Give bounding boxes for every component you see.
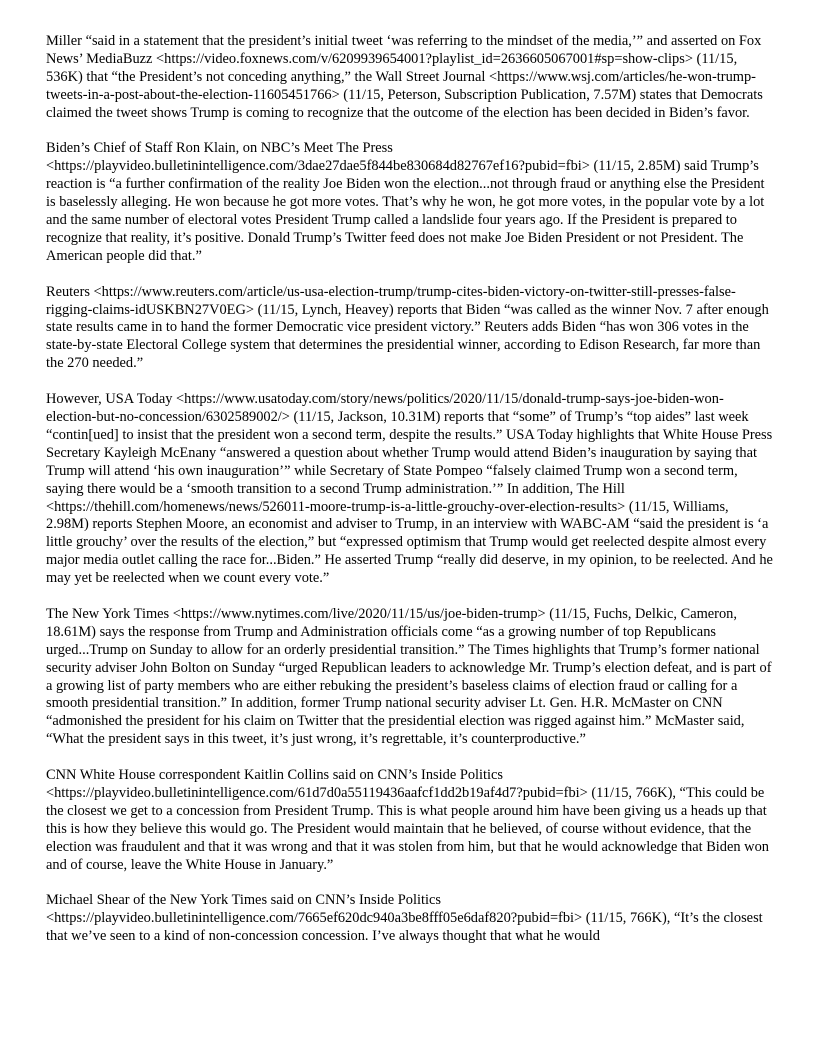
paragraph-new-york-times: The New York Times <https://www.nytimes.com/live/2020/11/15/us/joe-biden-trump> (11/15, Fuchs, Delkic, Cameron, 18.61M) says the response from Trump and Administration officials come “as a growing number of top Republicans urged...Trump on Sunday to allow for an orderly presidential transition.” The Times highlights that Trump’s former national security adviser John Bolton on Sunday “urged Republican leaders to acknowledge Mr. Trump’s election defeat, and is part of a growing list of party members who are either rebuking the president’s baseless claims of election fraud or calling for a smooth presidential transition.” In addition, former Trump national security adviser Lt. Gen. H.R. McMaster on CNN “admonished the president for his claim on Twitter that the presidential election was rigged against him.” McMaster said, “What the president says in this tweet, it’s just wrong, it’s regrettable, it’s counterproductive.”: [46, 605, 772, 748]
paragraph-shear-inside-politics: Michael Shear of the New York Times said on CNN’s Inside Politics <https://playvideo.bulletinintelligence.com/7665ef620dc940a3be8fff05e6daf820?pubid=fbi> (11/15, 766K), “It’s the closest that we’ve seen to a kind of non-concession concession. I’ve always thought that what he would: [46, 892, 763, 945]
paragraph-klain-meet-the-press: Biden’s Chief of Staff Ron Klain, on NBC’s Meet The Press <https://playvideo.bulletinintelligence.com/3dae27dae5f844be830684d82767ef16?pubid=fbi> (11/15, 2.85M) said Trump’s reaction is “a further confirmation of the reality Joe Biden won the election...not through fraud or anything else the President is baselessly alleging. He won because he got more votes. That’s why he won, he got more votes, in the popular vote by a lot and the same number of electoral votes President Trump called a landslide four years ago. If the President is prepared to recognize that reality, it’s positive. Donald Trump’s Twitter feed does not make Joe Biden President or not President. The American people did that.”: [46, 140, 765, 264]
paragraph-reuters: Reuters <https://www.reuters.com/article/us-usa-election-trump/trump-cites-biden-victory-on-twitter-still-presses-false-rigging-claims-idUSKBN27V0EG> (11/15, Lynch, Heavey) reports that Biden “was called as the winner Nov. 7 after enough state results came in to hand the former Democratic vice president victory.” Reuters adds Biden “has won 306 votes in the state-by-state Electoral College system that determines the presidential winner, according to Edison Research, far more than the 270 needed.”: [46, 283, 769, 372]
paragraph-miller-statement: Miller “said in a statement that the president’s initial tweet ‘was referring to the mindset of the media,’” and asserted on Fox News’ MediaBuzz <https://video.foxnews.com/v/6209939654001?playlist_id=2636605067001#sp=show-clips> (11/15, 536K) that “the President’s not conceding anything,” the Wall Street Journal <https://www.wsj.com/articles/he-won-trump-tweets-in-a-post-about-the-election-11605451766> (11/15, Peterson, Subscription Publication, 7.57M) states that Democrats claimed the tweet shows Trump is coming to recognize that the outcome of the election has been decided in Biden’s favor.: [46, 33, 763, 121]
paragraph-cnn-collins: CNN White House correspondent Kaitlin Collins said on CNN’s Inside Politics <https://playvideo.bulletinintelligence.com/61d7d0a55119436aafcf1dd2b19af4d7?pubid=fbi> (11/15, 766K), “This could be the closest we get to a concession from President Trump. This is what people around him have been giving us a heads up that this is how they believe this would go. The President would maintain that he believed, of course without evidence, that the election was fraudulent and that it was wrong and that it was stolen from him, but that he would acknowledge that Biden won and of course, leave the White House in January.”: [46, 767, 769, 873]
paragraph-usa-today: However, USA Today <https://www.usatoday.com/story/news/politics/2020/11/15/donald-trump-says-joe-biden-won-election-but-no-concession/6302589002/> (11/15, Jackson, 10.31M) reports that “some” of Trump’s “top aides” last week “contin[ued] to insist that the president won a second term, despite the results.” USA Today highlights that White House Press Secretary Kayleigh McEnany “answered a question about whether Trump would attend Biden’s inauguration by saying that Trump will attend ‘his own inauguration’” while Secretary of State Pompeo “falsely claimed Trump won a second term, saying there would be a ‘smooth transition to a second Trump administration.’” In addition, The Hill <https://thehill.com/homenews/news/526011-moore-trump-is-a-little-grouchy-over-election-results> (11/15, Williams, 2.98M) reports Stephen Moore, an economist and adviser to Trump, in an interview with WABC-AM “said the president is ‘a little grouchy’ over the results of the election,” but “expressed optimism that Trump would get reelected despite almost every major media outlet calling the race for...Biden.” He asserted Trump “really did deserve, in my opinion, to be reelected. And he may yet be reelected when we count every vote.”: [46, 391, 773, 587]
document-page: [46, 33, 774, 964]
